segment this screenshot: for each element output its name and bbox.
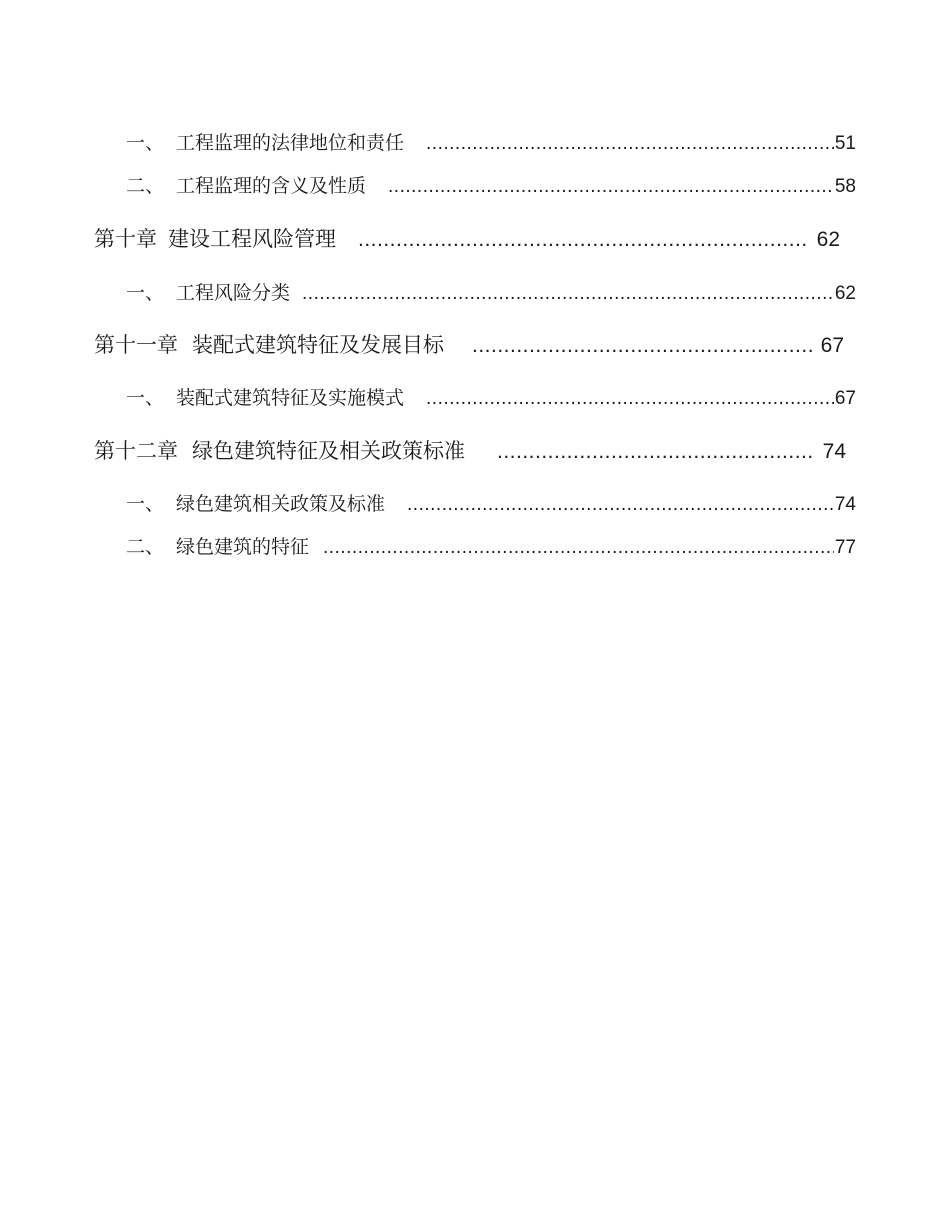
section-number: 二、 (126, 536, 165, 558)
chapter-number: 第十一章 (94, 333, 178, 357)
toc-entry-section[interactable] (126, 489, 856, 516)
dot-leader (426, 133, 834, 155)
section-title: 装配式建筑特征及实施模式 (176, 387, 405, 409)
dot-leader (358, 228, 809, 252)
section-number: 一、 (126, 493, 165, 515)
section-title: 工程监理的法律地位和责任 (176, 132, 405, 154)
page-number: 77 (834, 537, 856, 558)
chapter-title: 装配式建筑特征及发展目标 (192, 333, 444, 357)
chapter-title: 绿色建筑特征及相关政策标准 (192, 439, 465, 463)
section-number: 一、 (126, 132, 165, 154)
toc-entry-chapter[interactable] (94, 435, 846, 465)
chapter-title: 建设工程风险管理 (168, 227, 336, 251)
page-number: 62 (816, 228, 840, 251)
chapter-number: 第十章 (94, 227, 157, 251)
dot-leader (472, 334, 813, 358)
section-title: 工程监理的含义及性质 (176, 175, 367, 197)
dot-leader (426, 388, 834, 410)
toc-entry-chapter[interactable] (94, 329, 844, 359)
section-title: 工程风险分类 (176, 282, 291, 304)
page-number: 62 (834, 283, 856, 304)
page-number: 67 (820, 334, 844, 357)
section-number: 二、 (126, 175, 165, 197)
toc-entry-section[interactable] (126, 278, 856, 305)
toc-entry-chapter[interactable] (94, 223, 840, 253)
page-number: 51 (834, 133, 856, 154)
dot-leader (407, 494, 834, 516)
toc-entry-section[interactable] (126, 532, 856, 559)
toc-entry-section[interactable] (126, 171, 856, 198)
dot-leader (302, 283, 834, 305)
dot-leader (388, 176, 834, 198)
toc-entry-section[interactable] (126, 128, 856, 155)
section-title: 绿色建筑的特征 (176, 536, 310, 558)
dot-leader (497, 440, 815, 464)
section-number: 一、 (126, 387, 165, 409)
page-number: 58 (834, 176, 856, 197)
section-number: 一、 (126, 282, 165, 304)
section-title: 绿色建筑相关政策及标准 (176, 493, 386, 515)
dot-leader (323, 537, 834, 559)
page-number: 67 (834, 388, 856, 409)
page-number: 74 (834, 494, 856, 515)
toc-entry-section[interactable] (126, 383, 856, 410)
chapter-number: 第十二章 (94, 439, 178, 463)
page-number: 74 (822, 440, 846, 463)
